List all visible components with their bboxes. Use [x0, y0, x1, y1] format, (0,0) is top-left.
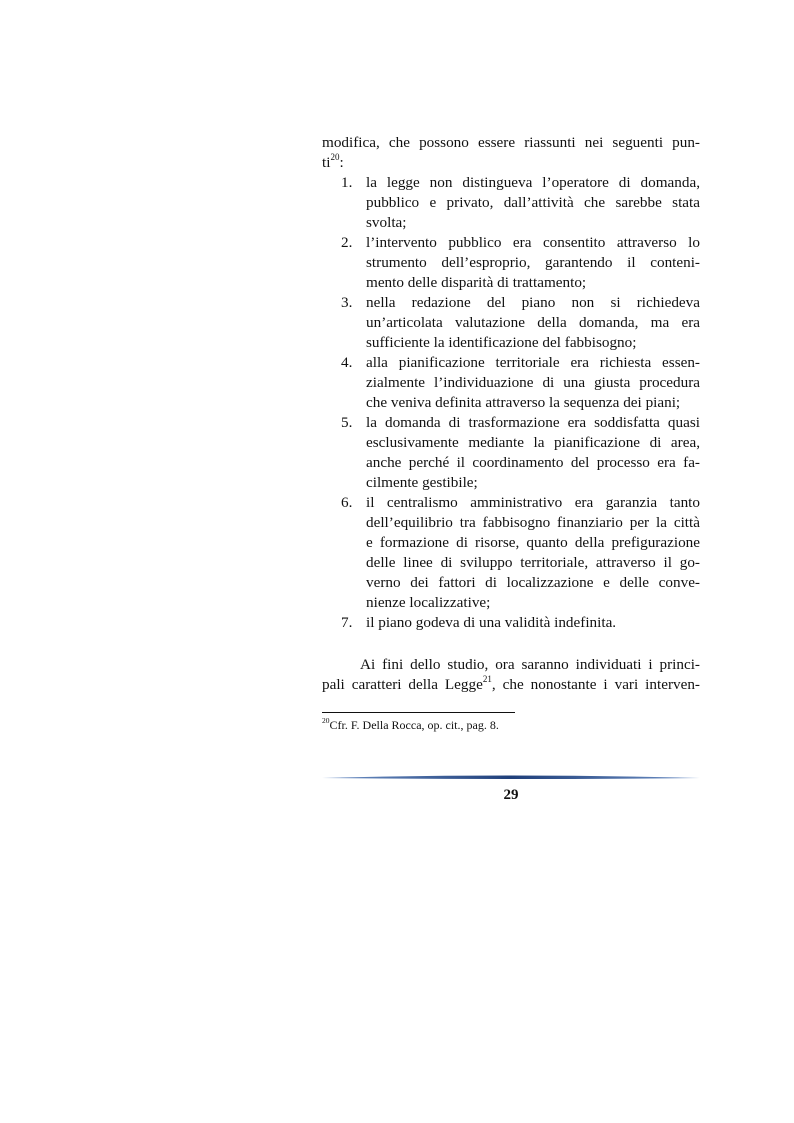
list-item-4-line-1: alla pianificazione territoriale era richiesta essen- [366, 354, 700, 371]
list-item-number-1: 1. [341, 174, 353, 191]
list-item-3-line-2: un’articolata valutazione della domanda, ma era [366, 314, 700, 331]
list-item-6-line-1: il centralismo amministrativo era garanzia tanto [366, 494, 700, 511]
paragraph-line-2-before: pali caratteri della Legge [322, 676, 483, 693]
list-item-number-6: 6. [341, 494, 353, 511]
list-item-6-line-6: nienze localizzative; [366, 594, 491, 611]
intro-line-1: modifica, che possono essere riassunti nei seguenti pun- [322, 134, 700, 151]
list-item-2-line-3: mento delle disparità di trattamento; [366, 274, 587, 291]
footnote-text: Cfr. F. Della Rocca, op. cit., pag. 8. [329, 718, 499, 732]
intro-line-2-text: ti [322, 154, 331, 171]
list-item-number-7: 7. [341, 614, 353, 631]
list-item-number-4: 4. [341, 354, 353, 371]
intro-line-2-tail: : [339, 154, 344, 171]
footnote-number: 20 [322, 716, 330, 725]
intro-line-2 [322, 153, 344, 173]
footnote-ref-21[interactable]: 21 [482, 673, 492, 684]
list-item-number-3: 3. [341, 294, 353, 311]
list-item-4-line-2: zialmente l’individuazione di una giusta procedura [366, 374, 700, 391]
page-number: 29 [503, 787, 519, 803]
list-item-6-line-3: e formazione di risorse, quanto della prefigurazione [366, 534, 700, 551]
footnote-20 [322, 717, 499, 733]
paragraph-line-1: Ai fini dello studio, ora saranno individuati i princi- [360, 656, 700, 673]
footnote-ref-20[interactable]: 20 [330, 151, 340, 162]
page-footer-rule [322, 770, 700, 784]
list-item-2-line-1: l’intervento pubblico era consentito attraverso lo [366, 234, 700, 251]
list-item-3-line-1: nella redazione del piano non si richiedeva [366, 294, 700, 311]
list-item-6-line-4: delle linee di sviluppo territoriale, attraverso il go- [366, 554, 700, 571]
list-item-number-2: 2. [341, 234, 353, 251]
list-item-3-line-3: sufficiente la identificazione del fabbisogno; [366, 334, 637, 351]
list-item-7-line-1: il piano godeva di una validità indefinita. [366, 614, 617, 631]
list-item-5-line-4: cilmente gestibile; [366, 474, 478, 491]
list-item-4-line-3: che veniva definita attraverso la sequenza dei piani; [366, 394, 681, 411]
list-item-1-line-3: svolta; [366, 214, 407, 231]
footnote-separator [322, 712, 515, 713]
list-item-6-line-5: verno dei fattori di localizzazione e delle conve- [366, 574, 700, 591]
list-item-6-line-2: dell’equilibrio tra fabbisogno finanziario per la città [366, 514, 700, 531]
list-item-5-line-2: esclusivamente mediante la pianificazione di area, [366, 434, 700, 451]
list-item-5-line-3: anche perché il coordinamento del processo era fa- [366, 454, 700, 471]
paragraph-line-2-after: , che nonostante i vari interven- [491, 676, 700, 693]
list-item-1-line-1: la legge non distingueva l’operatore di domanda, [366, 174, 700, 191]
paragraph-line-2 [322, 675, 700, 695]
list-item-5-line-1: la domanda di trasformazione era soddisfatta quasi [366, 414, 700, 431]
list-item-number-5: 5. [341, 414, 353, 431]
list-item-1-line-2: pubblico e privato, dall’attività che sarebbe stata [366, 194, 700, 211]
list-item-2-line-2: strumento dell’esproprio, garantendo il conteni- [366, 254, 700, 271]
